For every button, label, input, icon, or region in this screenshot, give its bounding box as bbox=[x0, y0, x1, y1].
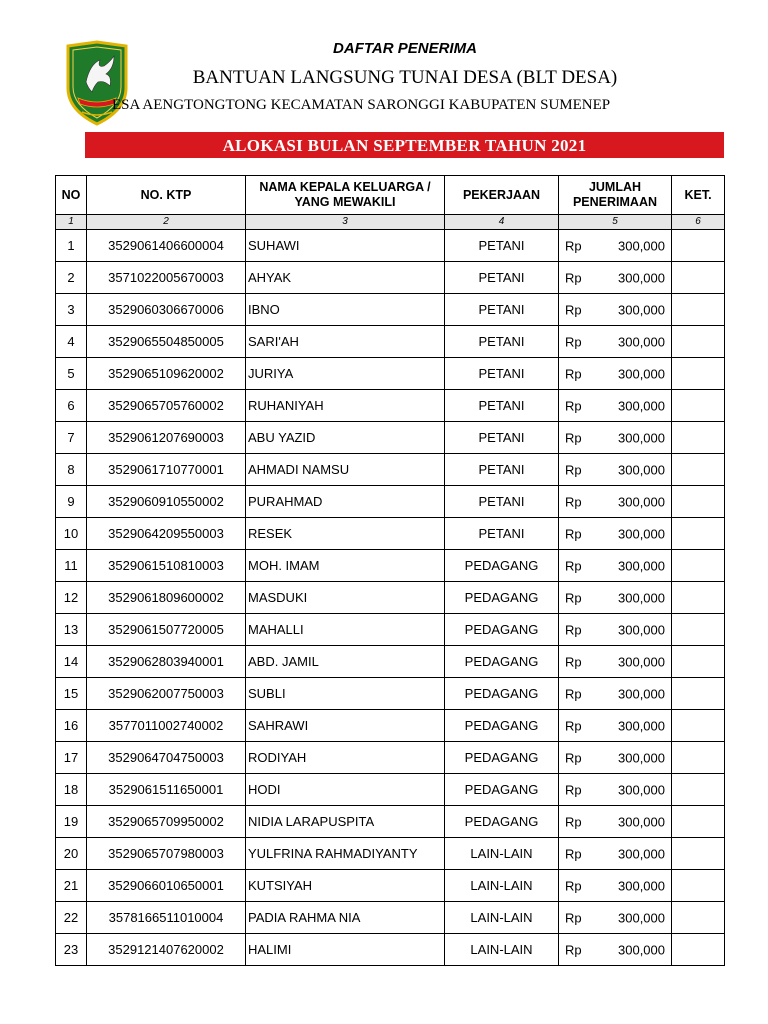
note-cell bbox=[672, 262, 725, 294]
occupation: PETANI bbox=[445, 454, 559, 486]
row-number: 2 bbox=[56, 262, 87, 294]
amount-value: 300,000 bbox=[618, 878, 665, 893]
row-number: 11 bbox=[56, 550, 87, 582]
amount-value: 300,000 bbox=[618, 814, 665, 829]
note-cell bbox=[672, 902, 725, 934]
ktp-number: 3529061809600002 bbox=[87, 582, 246, 614]
occupation: PEDAGANG bbox=[445, 614, 559, 646]
occupation: LAIN-LAIN bbox=[445, 870, 559, 902]
note-cell bbox=[672, 806, 725, 838]
note-cell bbox=[672, 582, 725, 614]
note-cell bbox=[672, 454, 725, 486]
amount-cell bbox=[559, 742, 672, 774]
amount-value: 300,000 bbox=[618, 718, 665, 733]
header-amount bbox=[559, 176, 672, 215]
note-cell bbox=[672, 614, 725, 646]
amount-cell bbox=[559, 870, 672, 902]
occupation: PEDAGANG bbox=[445, 742, 559, 774]
occupation: LAIN-LAIN bbox=[445, 934, 559, 966]
row-number: 10 bbox=[56, 518, 87, 550]
currency-label: Rp bbox=[565, 494, 582, 509]
column-index: 5 bbox=[559, 215, 672, 230]
column-index: 6 bbox=[672, 215, 725, 230]
amount-cell bbox=[559, 486, 672, 518]
table-row bbox=[56, 870, 725, 902]
amount-cell bbox=[559, 262, 672, 294]
recipient-name: MOH. IMAM bbox=[246, 550, 445, 582]
row-number: 14 bbox=[56, 646, 87, 678]
amount-value: 300,000 bbox=[618, 654, 665, 669]
ktp-number: 3529121407620002 bbox=[87, 934, 246, 966]
row-number: 12 bbox=[56, 582, 87, 614]
note-cell bbox=[672, 742, 725, 774]
table-row bbox=[56, 326, 725, 358]
amount-value: 300,000 bbox=[618, 398, 665, 413]
currency-label: Rp bbox=[565, 718, 582, 733]
recipient-name: SAHRAWI bbox=[246, 710, 445, 742]
ktp-number: 3529062007750003 bbox=[87, 678, 246, 710]
row-number: 9 bbox=[56, 486, 87, 518]
row-number: 15 bbox=[56, 678, 87, 710]
currency-label: Rp bbox=[565, 590, 582, 605]
amount-cell bbox=[559, 934, 672, 966]
note-cell bbox=[672, 870, 725, 902]
occupation: PEDAGANG bbox=[445, 646, 559, 678]
currency-label: Rp bbox=[565, 270, 582, 285]
currency-label: Rp bbox=[565, 846, 582, 861]
amount-value: 300,000 bbox=[618, 270, 665, 285]
currency-label: Rp bbox=[565, 814, 582, 829]
currency-label: Rp bbox=[565, 782, 582, 797]
table-row bbox=[56, 678, 725, 710]
header-job: PEKERJAAN bbox=[445, 176, 559, 215]
amount-cell bbox=[559, 422, 672, 454]
amount-cell bbox=[559, 358, 672, 390]
amount-value: 300,000 bbox=[618, 558, 665, 573]
amount-value: 300,000 bbox=[618, 846, 665, 861]
table-row bbox=[56, 518, 725, 550]
occupation: LAIN-LAIN bbox=[445, 902, 559, 934]
occupation: PEDAGANG bbox=[445, 582, 559, 614]
amount-value: 300,000 bbox=[618, 590, 665, 605]
note-cell bbox=[672, 838, 725, 870]
row-number: 5 bbox=[56, 358, 87, 390]
recipient-name: JURIYA bbox=[246, 358, 445, 390]
table-row bbox=[56, 294, 725, 326]
currency-label: Rp bbox=[565, 878, 582, 893]
recipient-name: YULFRINA RAHMADIYANTY bbox=[246, 838, 445, 870]
table-row bbox=[56, 806, 725, 838]
ktp-number: 3529060910550002 bbox=[87, 486, 246, 518]
row-number: 19 bbox=[56, 806, 87, 838]
note-cell bbox=[672, 294, 725, 326]
ktp-number: 3529061510810003 bbox=[87, 550, 246, 582]
currency-label: Rp bbox=[565, 462, 582, 477]
recipient-name: ABD. JAMIL bbox=[246, 646, 445, 678]
ktp-number: 3529061507720005 bbox=[87, 614, 246, 646]
recipient-name: SUBLI bbox=[246, 678, 445, 710]
currency-label: Rp bbox=[565, 302, 582, 317]
amount-value: 300,000 bbox=[618, 462, 665, 477]
currency-label: Rp bbox=[565, 398, 582, 413]
amount-cell bbox=[559, 582, 672, 614]
ktp-number: 3529066010650001 bbox=[87, 870, 246, 902]
table-row bbox=[56, 358, 725, 390]
amount-cell bbox=[559, 294, 672, 326]
amount-value: 300,000 bbox=[618, 622, 665, 637]
note-cell bbox=[672, 646, 725, 678]
note-cell bbox=[672, 390, 725, 422]
recipient-name: RESEK bbox=[246, 518, 445, 550]
currency-label: Rp bbox=[565, 526, 582, 541]
row-number: 20 bbox=[56, 838, 87, 870]
table-row bbox=[56, 230, 725, 262]
amount-value: 300,000 bbox=[618, 302, 665, 317]
header-amount-line2: PENERIMAAN bbox=[572, 195, 658, 209]
currency-label: Rp bbox=[565, 430, 582, 445]
recipient-name: RUHANIYAH bbox=[246, 390, 445, 422]
recipient-name: PADIA RAHMA NIA bbox=[246, 902, 445, 934]
recipient-name: NIDIA LARAPUSPITA bbox=[246, 806, 445, 838]
ktp-number: 3529061406600004 bbox=[87, 230, 246, 262]
amount-value: 300,000 bbox=[618, 910, 665, 925]
ktp-number: 3529061511650001 bbox=[87, 774, 246, 806]
amount-cell bbox=[559, 902, 672, 934]
column-index-row bbox=[56, 215, 725, 230]
occupation: PEDAGANG bbox=[445, 678, 559, 710]
recipient-name: SARI'AH bbox=[246, 326, 445, 358]
ktp-number: 3529060306670006 bbox=[87, 294, 246, 326]
table-row bbox=[56, 934, 725, 966]
document-title: DAFTAR PENERIMA bbox=[333, 40, 477, 57]
recipient-name: RODIYAH bbox=[246, 742, 445, 774]
table-row bbox=[56, 742, 725, 774]
header-no: NO bbox=[56, 176, 87, 215]
amount-cell bbox=[559, 230, 672, 262]
currency-label: Rp bbox=[565, 942, 582, 957]
table-row bbox=[56, 774, 725, 806]
row-number: 3 bbox=[56, 294, 87, 326]
ktp-number: 3529062803940001 bbox=[87, 646, 246, 678]
amount-value: 300,000 bbox=[618, 238, 665, 253]
occupation: PETANI bbox=[445, 326, 559, 358]
row-number: 4 bbox=[56, 326, 87, 358]
currency-label: Rp bbox=[565, 910, 582, 925]
column-index: 4 bbox=[445, 215, 559, 230]
table-row bbox=[56, 486, 725, 518]
header-name-line1: NAMA KEPALA KELUARGA / bbox=[259, 180, 431, 194]
ktp-number: 3578166511010004 bbox=[87, 902, 246, 934]
amount-value: 300,000 bbox=[618, 334, 665, 349]
amount-value: 300,000 bbox=[618, 430, 665, 445]
note-cell bbox=[672, 774, 725, 806]
row-number: 8 bbox=[56, 454, 87, 486]
note-cell bbox=[672, 550, 725, 582]
recipient-name: MASDUKI bbox=[246, 582, 445, 614]
row-number: 18 bbox=[56, 774, 87, 806]
amount-cell bbox=[559, 326, 672, 358]
note-cell bbox=[672, 486, 725, 518]
location-line: ESA AENGTONGTONG KECAMATAN SARONGGI KABUPATEN SUMENEP bbox=[112, 97, 611, 113]
recipient-name: ABU YAZID bbox=[246, 422, 445, 454]
amount-cell bbox=[559, 614, 672, 646]
occupation: PETANI bbox=[445, 294, 559, 326]
occupation: PEDAGANG bbox=[445, 806, 559, 838]
amount-cell bbox=[559, 550, 672, 582]
row-number: 21 bbox=[56, 870, 87, 902]
column-index: 3 bbox=[246, 215, 445, 230]
note-cell bbox=[672, 326, 725, 358]
occupation: PEDAGANG bbox=[445, 710, 559, 742]
currency-label: Rp bbox=[565, 686, 582, 701]
table-row bbox=[56, 422, 725, 454]
amount-cell bbox=[559, 774, 672, 806]
occupation: PETANI bbox=[445, 390, 559, 422]
table-row bbox=[56, 710, 725, 742]
recipient-name: SUHAWI bbox=[246, 230, 445, 262]
occupation: PETANI bbox=[445, 486, 559, 518]
note-cell bbox=[672, 358, 725, 390]
amount-cell bbox=[559, 806, 672, 838]
table-row bbox=[56, 262, 725, 294]
occupation: PETANI bbox=[445, 518, 559, 550]
header-amount-line1: JUMLAH bbox=[588, 180, 642, 194]
header-name-line2: YANG MEWAKILI bbox=[294, 195, 396, 209]
currency-label: Rp bbox=[565, 334, 582, 349]
ktp-number: 3529064209550003 bbox=[87, 518, 246, 550]
ktp-number: 3577011002740002 bbox=[87, 710, 246, 742]
table-header-row bbox=[56, 176, 725, 215]
row-number: 16 bbox=[56, 710, 87, 742]
occupation: LAIN-LAIN bbox=[445, 838, 559, 870]
currency-label: Rp bbox=[565, 558, 582, 573]
note-cell bbox=[672, 230, 725, 262]
row-number: 6 bbox=[56, 390, 87, 422]
amount-value: 300,000 bbox=[618, 494, 665, 509]
recipient-name: PURAHMAD bbox=[246, 486, 445, 518]
recipient-name: AHMADI NAMSU bbox=[246, 454, 445, 486]
currency-label: Rp bbox=[565, 654, 582, 669]
recipient-name: KUTSIYAH bbox=[246, 870, 445, 902]
ktp-number: 3529065504850005 bbox=[87, 326, 246, 358]
row-number: 7 bbox=[56, 422, 87, 454]
recipient-name: MAHALLI bbox=[246, 614, 445, 646]
header-ktp: NO. KTP bbox=[87, 176, 246, 215]
table-row bbox=[56, 646, 725, 678]
occupation: PETANI bbox=[445, 422, 559, 454]
column-index: 2 bbox=[87, 215, 246, 230]
note-cell bbox=[672, 934, 725, 966]
currency-label: Rp bbox=[565, 750, 582, 765]
ktp-number: 3529061710770001 bbox=[87, 454, 246, 486]
table-row bbox=[56, 614, 725, 646]
table-row bbox=[56, 582, 725, 614]
occupation: PETANI bbox=[445, 358, 559, 390]
table-row bbox=[56, 454, 725, 486]
note-cell bbox=[672, 710, 725, 742]
ktp-number: 3529065109620002 bbox=[87, 358, 246, 390]
row-number: 1 bbox=[56, 230, 87, 262]
table-row bbox=[56, 390, 725, 422]
amount-cell bbox=[559, 646, 672, 678]
amount-cell bbox=[559, 678, 672, 710]
amount-value: 300,000 bbox=[618, 366, 665, 381]
ktp-number: 3529065707980003 bbox=[87, 838, 246, 870]
occupation: PEDAGANG bbox=[445, 774, 559, 806]
occupation: PEDAGANG bbox=[445, 550, 559, 582]
amount-value: 300,000 bbox=[618, 526, 665, 541]
row-number: 22 bbox=[56, 902, 87, 934]
note-cell bbox=[672, 422, 725, 454]
amount-cell bbox=[559, 518, 672, 550]
amount-value: 300,000 bbox=[618, 782, 665, 797]
recipient-name: HODI bbox=[246, 774, 445, 806]
recipients-table bbox=[55, 175, 725, 966]
amount-value: 300,000 bbox=[618, 686, 665, 701]
ktp-number: 3529065709950002 bbox=[87, 806, 246, 838]
currency-label: Rp bbox=[565, 622, 582, 637]
currency-label: Rp bbox=[565, 238, 582, 253]
note-cell bbox=[672, 518, 725, 550]
row-number: 13 bbox=[56, 614, 87, 646]
column-index: 1 bbox=[56, 215, 87, 230]
recipient-name: AHYAK bbox=[246, 262, 445, 294]
header-note: KET. bbox=[672, 176, 725, 215]
recipient-name: HALIMI bbox=[246, 934, 445, 966]
currency-label: Rp bbox=[565, 366, 582, 381]
note-cell bbox=[672, 678, 725, 710]
recipient-name: IBNO bbox=[246, 294, 445, 326]
row-number: 23 bbox=[56, 934, 87, 966]
ktp-number: 3529065705760002 bbox=[87, 390, 246, 422]
table-row bbox=[56, 902, 725, 934]
occupation: PETANI bbox=[445, 262, 559, 294]
amount-cell bbox=[559, 838, 672, 870]
occupation: PETANI bbox=[445, 230, 559, 262]
amount-cell bbox=[559, 454, 672, 486]
amount-cell bbox=[559, 390, 672, 422]
program-title: BANTUAN LANGSUNG TUNAI DESA (BLT DESA) bbox=[192, 67, 618, 88]
table-row bbox=[56, 838, 725, 870]
table-row bbox=[56, 550, 725, 582]
amount-value: 300,000 bbox=[618, 942, 665, 957]
ktp-number: 3529061207690003 bbox=[87, 422, 246, 454]
allocation-banner: ALOKASI BULAN SEPTEMBER TAHUN 2021 bbox=[85, 132, 724, 158]
header-name bbox=[246, 176, 445, 215]
amount-cell bbox=[559, 710, 672, 742]
amount-value: 300,000 bbox=[618, 750, 665, 765]
row-number: 17 bbox=[56, 742, 87, 774]
ktp-number: 3529064704750003 bbox=[87, 742, 246, 774]
ktp-number: 3571022005670003 bbox=[87, 262, 246, 294]
